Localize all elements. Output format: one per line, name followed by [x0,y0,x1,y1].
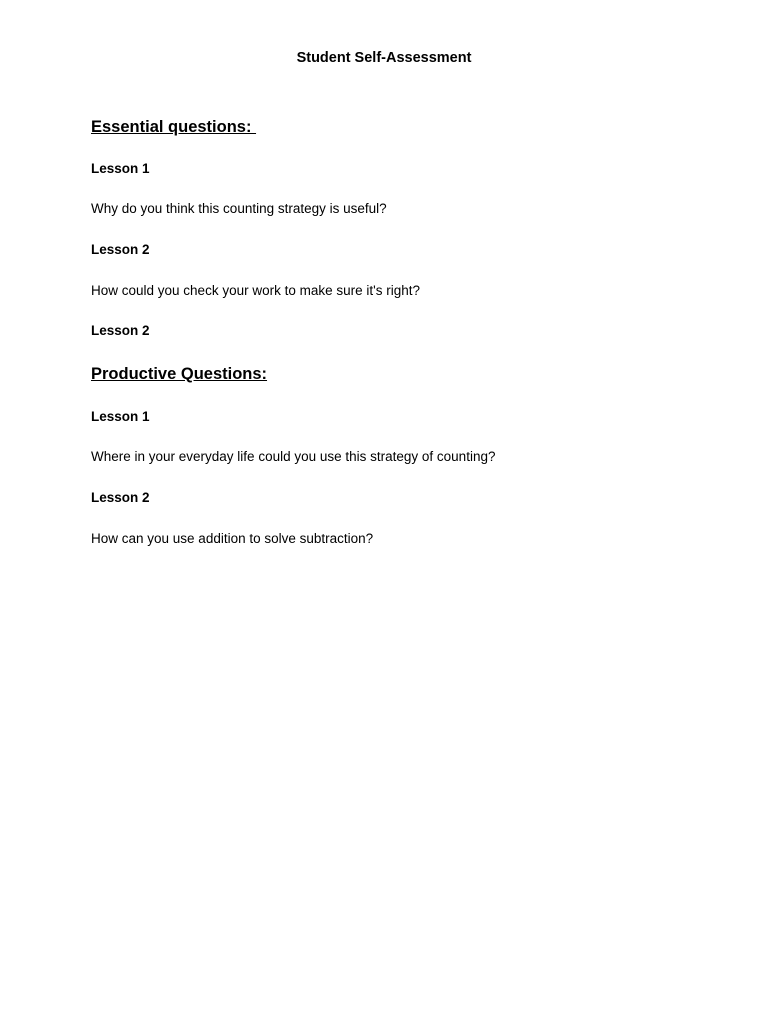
essential-lesson-2-question: How could you check your work to make sure it's right? [91,283,420,298]
productive-lesson-1-label: Lesson 1 [91,409,150,424]
productive-lesson-1-question: Where in your everyday life could you use this strategy of counting? [91,449,496,464]
essential-questions-heading: Essential questions: [91,118,257,136]
productive-lesson-2-question: How can you use addition to solve subtraction? [91,531,374,546]
essential-lesson-1-label: Lesson 1 [91,161,150,176]
productive-lesson-2-label: Lesson 2 [91,490,150,505]
essential-lesson-2b-label: Lesson 2 [91,323,150,338]
document-title: Student Self-Assessment [296,50,472,66]
essential-lesson-1-question: Why do you think this counting strategy is useful? [91,201,387,216]
productive-questions-heading: Productive Questions: [91,365,268,383]
essential-lesson-2-label: Lesson 2 [91,242,150,257]
